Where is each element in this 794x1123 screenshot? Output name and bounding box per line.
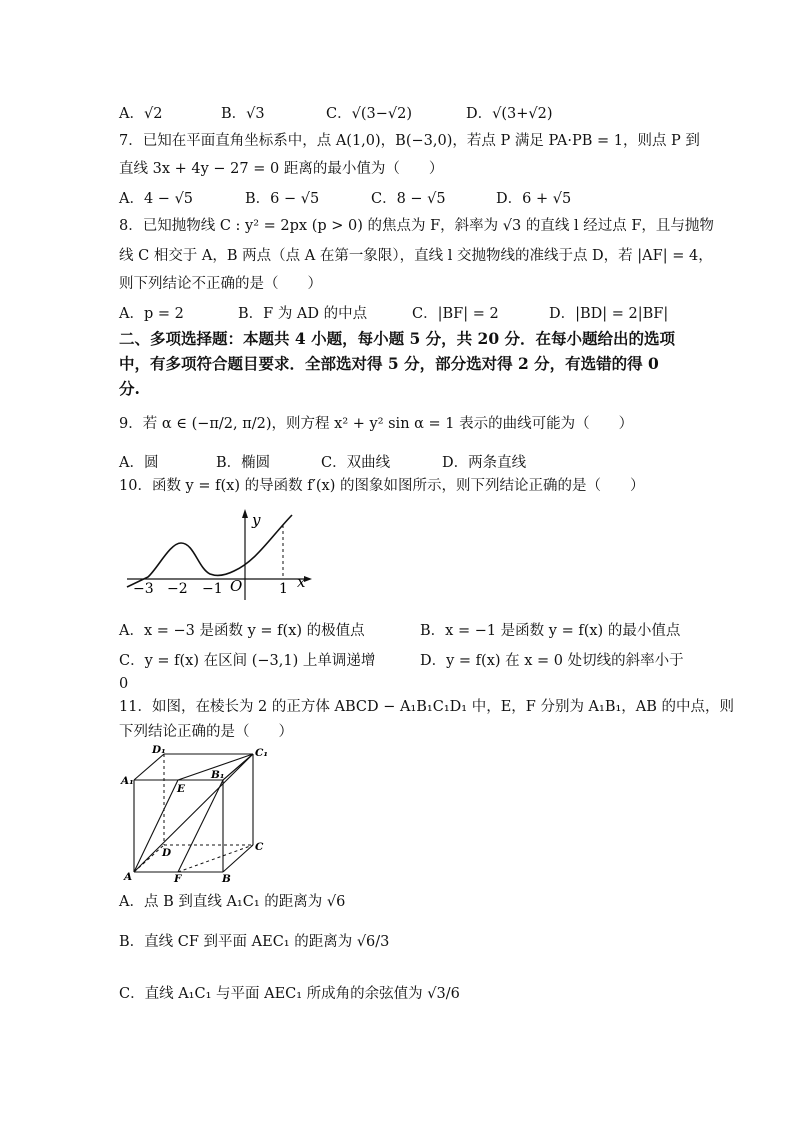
q11-stem-line2: 下列结论正确的是（ ） (119, 724, 293, 740)
q6-option-a: A．√2 (119, 106, 163, 122)
label-A: A (124, 871, 133, 882)
q7-option-b: B．6 − √5 (245, 191, 320, 207)
q8-option-c: C．|BF| = 2 (412, 306, 499, 322)
q6-option-b: B．√3 (221, 106, 265, 122)
q7-option-a: A．4 − √5 (119, 191, 194, 207)
q11-cube-figure (118, 742, 278, 882)
q9-option-b: B．椭圆 (216, 455, 271, 471)
q8-option-b: B．F 为 AD 的中点 (238, 306, 368, 322)
label-D1: D₁ (152, 744, 166, 756)
q10-option-b: B．x = −1 是函数 y = f(x) 的最小值点 (420, 623, 681, 639)
section2-heading-line2: 中，有多项符合题目要求．全部选对得 5 分，部分选对得 2 分，有选错的得 0 (119, 354, 659, 373)
origin-label: O (230, 577, 243, 595)
q11-option-a: A．点 B 到直线 A₁C₁ 的距离为 √6 (119, 894, 346, 910)
label-D: D (162, 847, 172, 859)
edge-A1D1 (134, 754, 164, 780)
segment-B1C1-overlay (223, 754, 253, 780)
derivative-curve (127, 515, 292, 587)
q8-stem-line1: 8．已知抛物线 C : y² = 2px (p > 0) 的焦点为 F，斜率为 √3 的直线 l 经过点 F，且与抛物 (119, 218, 714, 234)
q7-stem-line2: 直线 3x + 4y − 27 = 0 距离的最小值为（ ） (119, 161, 444, 177)
tick-label-neg2: −2 (167, 581, 188, 597)
q6-option-d: D．√(3+√2) (466, 106, 553, 122)
q10-option-d: D．y = f(x) 在 x = 0 处切线的斜率小于 (420, 653, 684, 669)
x-axis-label: x (297, 573, 306, 591)
label-A1: A₁ (121, 775, 134, 787)
q7-option-c: C．8 − √5 (371, 191, 446, 207)
segment-AC1 (134, 754, 253, 872)
q8-stem-line3: 则下列结论不正确的是（ ） (119, 276, 322, 292)
q10-option-a: A．x = −3 是函数 y = f(x) 的极值点 (119, 623, 365, 639)
tick-label-neg3: −3 (133, 581, 154, 597)
label-C: C (255, 841, 264, 853)
q11-option-b: B．直线 CF 到平面 AEC₁ 的距离为 √6/3 (119, 934, 390, 950)
q8-stem-line2: 线 C 相交于 A，B 两点（点 A 在第一象限），直线 l 交抛物线的准线于点 D，若 |AF| = 4， (119, 248, 713, 264)
label-E: E (177, 783, 186, 795)
y-axis-label: y (252, 511, 261, 529)
label-B: B (222, 873, 231, 882)
q10-option-d-continued: 0 (119, 676, 129, 692)
q10-option-c: C．y = f(x) 在区间 (−3,1) 上单调递增 (119, 653, 376, 669)
edge-BC (223, 845, 253, 872)
tick-label-neg1: −1 (202, 581, 223, 597)
q6-option-c: C．√(3−√2) (326, 106, 412, 122)
q11-option-c: C．直线 A₁C₁ 与平面 AEC₁ 所成角的余弦值为 √3/6 (119, 986, 460, 1002)
q7-option-d: D．6 + √5 (496, 191, 572, 207)
q9-option-a: A．圆 (119, 455, 159, 471)
tick-label-1: 1 (279, 581, 288, 597)
section2-heading-line3: 分. (119, 379, 140, 398)
q7-stem-line1: 7．已知在平面直角坐标系中，点 A(1,0)，B(−3,0)，若点 P 满足 PA·PB = 1，则点 P 到 (119, 133, 700, 149)
edge-AD-hidden (134, 845, 164, 872)
label-F: F (174, 873, 182, 882)
y-axis-arrow (242, 509, 248, 518)
q8-option-a: A．p = 2 (119, 306, 184, 322)
q9-stem: 9．若 α ∈ (−π/2, π/2)，则方程 x² + y² sin α = 1 表示的曲线可能为（ ） (119, 416, 634, 432)
q9-option-d: D．两条直线 (442, 455, 527, 471)
q10-derivative-graph (122, 505, 322, 605)
q10-stem: 10．函数 y = f(x) 的导函数 f′(x) 的图象如图所示，则下列结论正确的是（ ） (119, 478, 645, 494)
q9-option-c: C．双曲线 (321, 455, 391, 471)
section2-heading-line1: 二、多项选择题：本题共 4 小题，每小题 5 分，共 20 分．在每小题给出的选项 (119, 329, 676, 348)
segment-AE (134, 780, 178, 872)
q8-option-d: D．|BD| = 2|BF| (549, 306, 669, 322)
q11-stem-line1: 11．如图，在棱长为 2 的正方体 ABCD − A₁B₁C₁D₁ 中，E，F 分别为 A₁B₁，AB 的中点，则 (119, 699, 735, 715)
label-B1: B₁ (211, 769, 225, 781)
label-C1: C₁ (255, 747, 268, 759)
